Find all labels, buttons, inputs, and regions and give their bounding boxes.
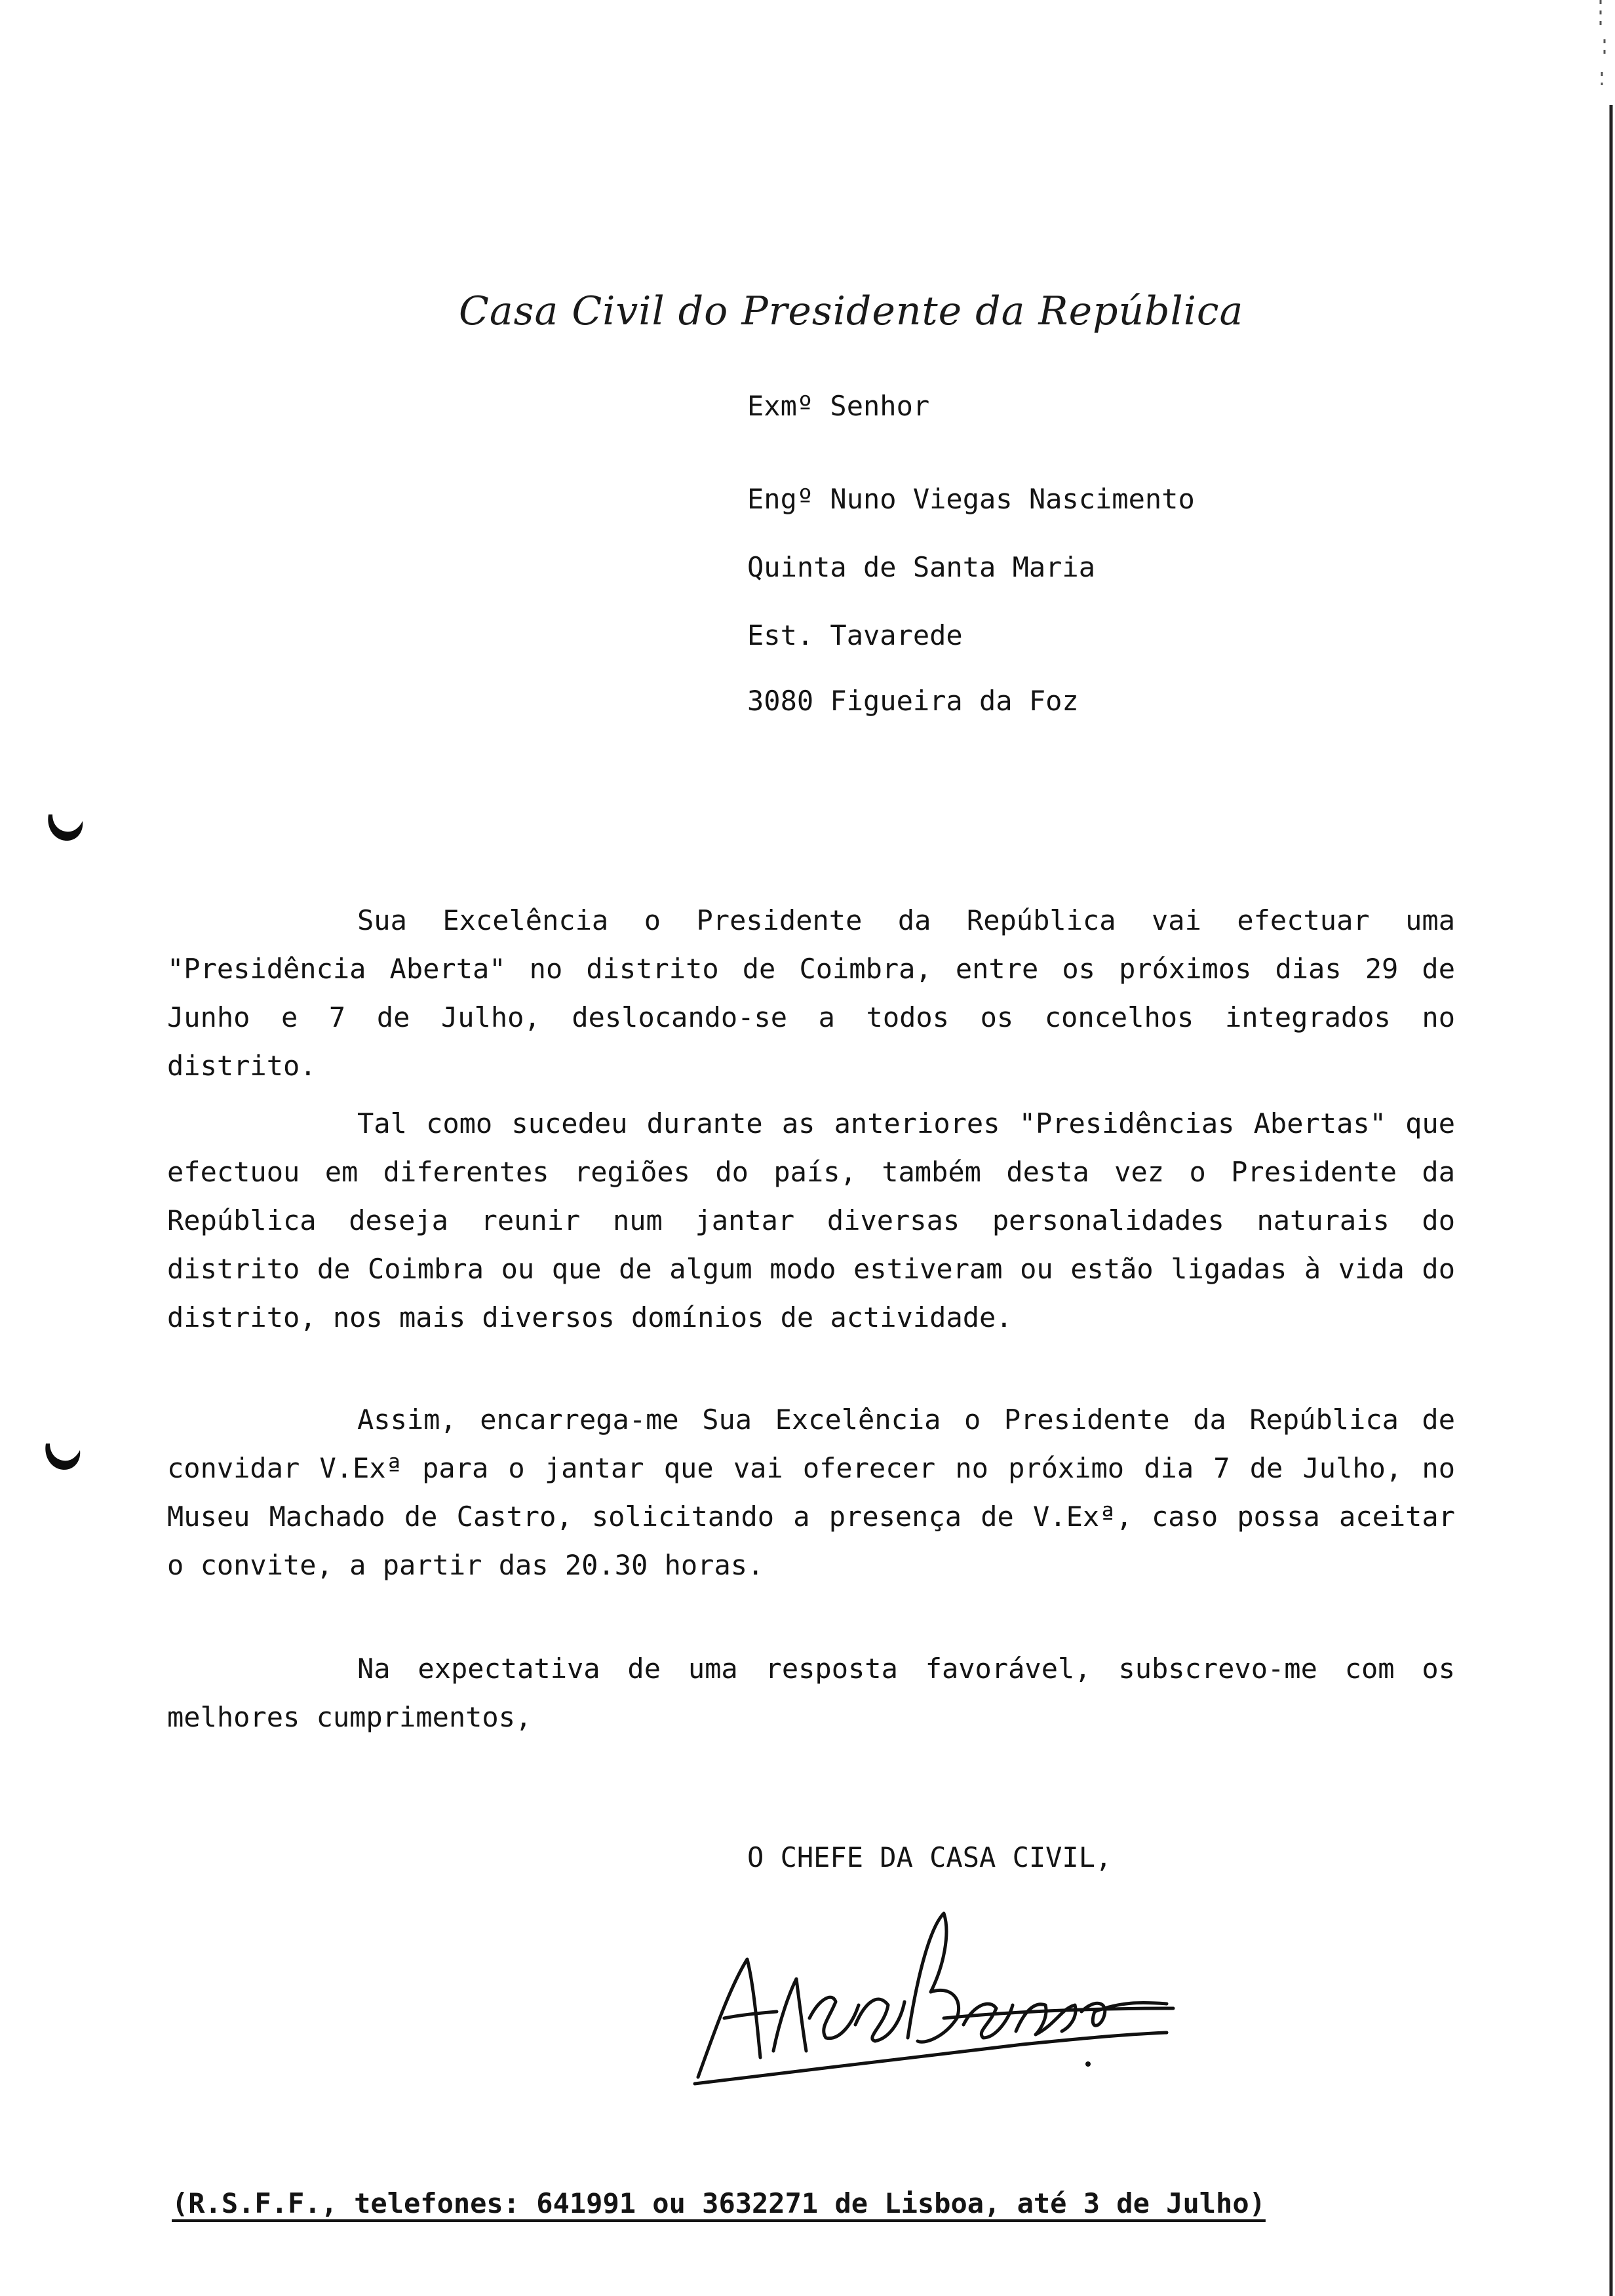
signature bbox=[669, 1887, 1193, 2097]
punch-hole-top bbox=[43, 803, 85, 845]
scan-edge-right bbox=[1585, 0, 1615, 2296]
salutation: Exmº Senhor bbox=[747, 390, 930, 422]
letterhead: Casa Civil do Presidente da República bbox=[459, 288, 1244, 334]
body-paragraph-4: Na expectativa de uma resposta favorável, subscrevo-me com os melhores cumprimentos, bbox=[167, 1653, 1455, 1733]
recipient-name: Engº Nuno Viegas Nascimento bbox=[747, 483, 1195, 515]
body-paragraph-3: Assim, encarrega-me Sua Excelência o Presidente da República de convidar V.Exª para o jantar que vai oferecer no próximo dia 7 de Julho, no Museu Machado de Castro, solicitando a presença de V.Exª, caso possa aceitar o convite, a partir das 20.30 horas. bbox=[167, 1404, 1455, 1581]
body-paragraph-2: Tal como sucedeu durante as anteriores "Presidências Abertas" que efectuou em diferentes regiões do país, também desta vez o Presidente da República deseja reunir num jantar diversas personalidades naturais do distrito de Coimbra ou que de algum modo estiveram ou estão ligadas à vida do distrito, nos mais diversos domínios de actividade. bbox=[167, 1107, 1455, 1333]
recipient-city: 3080 Figueira da Foz bbox=[747, 685, 1079, 717]
footer-note: (R.S.F.F., telefones: 641991 ou 3632271 de Lisboa, até 3 de Julho) bbox=[172, 2187, 1266, 2219]
body-paragraph-1: Sua Excelência o Presidente da República vai efectuar uma "Presidência Aberta" no distrito de Coimbra, entre os próximos dias 29 de Junho e 7 de Julho, deslocando-se a todos os concelhos integrados no distrito. bbox=[167, 904, 1455, 1082]
recipient-address-line2: Est. Tavarede bbox=[747, 619, 963, 651]
recipient-address-line1: Quinta de Santa Maria bbox=[747, 551, 1096, 583]
closing-title: O CHEFE DA CASA CIVIL, bbox=[747, 1841, 1112, 1873]
punch-hole-bottom bbox=[41, 1432, 83, 1474]
